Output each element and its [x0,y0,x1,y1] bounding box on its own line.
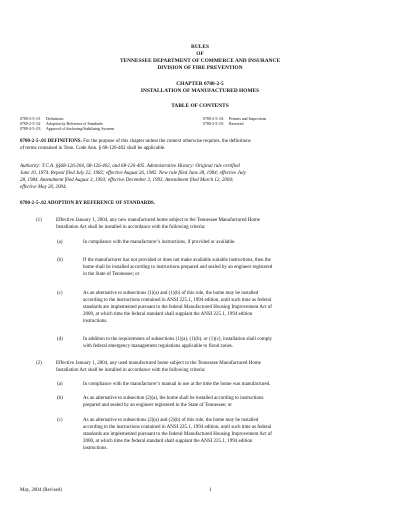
toc-entry-number: 0780-2-5-.03 [20,127,41,131]
para-2b-line1: As an alternative to subsection (2)(a), the home shall be installed according to instructions [83,396,264,401]
para-2-line2: Installation Act shall be installed in accordance with the following criteria: [56,368,206,373]
doc-header-division: DIVISION OF FIRE PREVENTION [157,65,243,71]
para-1c-line3: standards are implemented pursuant to the federal Manufactured Housing Improvement Act of [83,305,272,310]
toc-entry [203,117,266,122]
footer-date: May, 2004 (Revised) [20,488,63,493]
toc-entry-number: 0780-2-5-.04 [203,117,224,121]
toc-entry-number: 0780-2-5-.02 [20,122,41,126]
section-01-line1 [20,139,251,145]
para-2c-line3: standards are implemented pursuant to the federal Manufactured Housing Improvement Act of [83,432,272,437]
para-1-line1: Effective January 1, 2004, any new manufactured home subject to the Tennessee Manufactured Home [56,218,260,223]
toc-entry-number: 0780-2-5-.05 [203,122,224,126]
doc-header-department: TENNESSEE DEPARTMENT OF COMMERCE AND INSURANCE [119,58,281,64]
chapter-number: CHAPTER 0780-2-5 [176,81,224,87]
para-1b-label: (b) [57,258,63,263]
para-1a-label: (a) [57,240,63,245]
para-1-line2: Installation Act shall be installed in accordance with the following criteria: [56,225,206,230]
para-1d-line2: with federal emergency management regulations applicable to flood zones. [83,344,233,349]
toc-entry-title: Approval of Anchoring/Stabilizing Systems [46,127,115,131]
para-2a-label: (a) [57,382,63,387]
toc-entry [20,127,114,132]
para-2a-line1: In compliance with the manufacturer’s manual in use at the time the home was manufactured. [83,382,271,387]
toc-entry-title: Reserved [229,122,244,126]
para-1c-label: (c) [57,291,63,296]
para-1d-line1: In addition to the requirements of subsections (1)(a), (1)(b), or (1)(c), installation shall comply [83,337,273,342]
toc-entry-title: Permits and Inspections [229,117,267,121]
authority-line1: Authority: T.C.A. §§68-126-204, 68-126-402, and 68-126-405. Administrative History: Original rule certified [20,164,240,169]
doc-header-of: OF [196,51,204,57]
section-01-text-line2: of terms contained in Tenn. Code Ann. § 68-126-402 shall be applicable. [20,146,166,151]
toc-entry [20,117,64,122]
para-2-line1: Effective January 1, 2004, any used manufactured home subject to the Tennessee Manufactured Home [56,361,261,366]
para-2c-line5: instructions. [83,446,108,451]
footer-page-number: 1 [209,488,212,493]
authority-line2: June 10, 1974. Repeal filed July 22, 1982; effective August 26, 1982. New rule filed June 28, 1984; effective July [20,171,246,176]
para-1b-line2: home shall be installed according to instructions prepared and sealed by an engineer registered [83,265,273,270]
para-1b-line1: If the manufacturer has not provided or does not make available suitable instructions, then the [83,258,271,263]
toc-title: TABLE OF CONTENTS [171,103,229,109]
para-2c-line1: As an alternative to subsections (2)(a) and (2)(b) of this rule, the home may be installed [83,418,259,423]
section-01-heading: 0780-2-5-.01 DEFINITIONS. [20,139,82,144]
para-2b-label: (b) [57,396,63,401]
toc-entry [203,122,243,127]
doc-header-rules: RULES [191,44,209,50]
section-01-text-line1: For the purpose of this chapter unless the context otherwise requires, the definitions [83,139,251,144]
para-2c-line2: according to the instructions contained in ANSI 225.1, 1994 edition, until such time as federal [83,425,272,430]
toc-entry [20,122,103,127]
para-1a-line1: In compliance with the manufacturer’s instructions, if provided or available. [83,240,236,245]
para-2-label: (2) [36,361,42,366]
authority-line4: effective May 26, 2004. [20,185,67,190]
para-1c-line5: instructions. [83,319,108,324]
para-1-label: (1) [36,218,42,223]
para-1d-label: (d) [57,337,63,342]
section-02-heading: 0780-2-5-.02 ADOPTION BY REFERENCE OF STANDARDS. [20,201,155,206]
toc-entry-title: Adoption by Reference of Standards [46,122,103,126]
para-1b-line3: in the State of Tennessee; or [83,272,140,277]
para-1c-line1: As an alternative to subsections (1)(a) and (1)(b) of this rule, the home may be installed [83,291,259,296]
para-2c-line4: 2000, at which time the federal standard shall supplant the ANSI 225.1, 1994 edition [83,439,253,444]
toc-entry-title: Definitions [46,117,64,121]
chapter-title: INSTALLATION OF MANUFACTURED HOMES [140,88,260,94]
para-2b-line2: prepared and sealed by an engineer registered in the State of Tennessee; or [83,403,232,408]
authority-line3: 28, 1984. Amendment filed August 3, 1993; effective December 3, 1993. Amendment filed March 12, 2004; [20,178,234,183]
para-1c-line2: according to the instructions contained in ANSI 225.1, 1994 edition, until such time as federal [83,298,272,303]
para-2c-label: (c) [57,418,63,423]
toc-entry-number: 0780-2-5-.01 [20,117,41,121]
para-1c-line4: 2000, at which time the federal standard shall supplant the ANSI 225.1, 1994 edition [83,312,253,317]
